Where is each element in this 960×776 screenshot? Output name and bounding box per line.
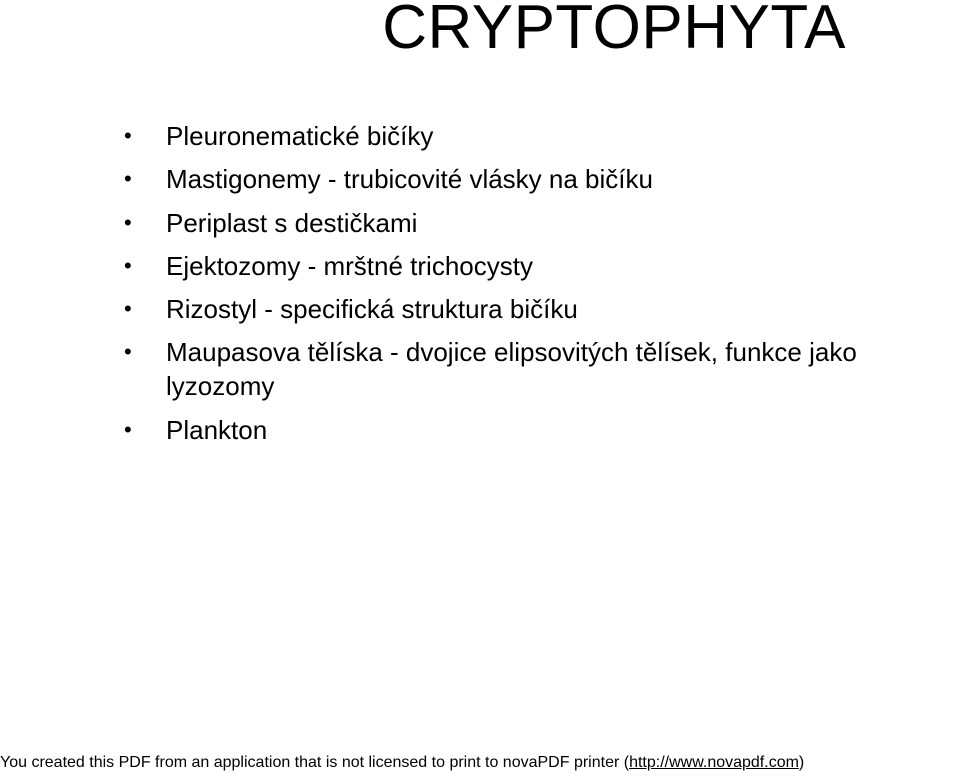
bullet-icon: •: [124, 123, 132, 148]
bullet-text: Mastigonemy - trubicovité vlásky na bičíku: [166, 164, 653, 195]
bullet-item-plankton: [124, 413, 960, 447]
bullet-icon: •: [124, 339, 132, 365]
bullet-item-rhizostyle: [124, 292, 960, 326]
bullet-icon: •: [124, 296, 132, 322]
bullet-item-mastigonemes: [124, 162, 960, 196]
bullet-text: Rizostyl - specifická struktura bičíku: [166, 294, 578, 325]
footer-close: ): [798, 754, 805, 771]
bullet-icon: •: [124, 166, 132, 192]
bullet-item-maupas-bodies: [124, 335, 960, 403]
bullet-icon: •: [124, 416, 132, 442]
bullet-icon: •: [124, 209, 132, 235]
bullet-text: Ejektozomy - mrštné trichocysty: [166, 250, 533, 281]
slide-title: CRYPTOPHYTA: [382, 0, 846, 62]
bullet-text: Periplast s destičkami: [166, 207, 418, 238]
bullet-text: Plankton: [166, 414, 268, 445]
bullet-item-flagella: [124, 119, 960, 153]
bullet-icon: •: [124, 252, 132, 278]
bullet-item-ejectosomes: [124, 249, 960, 283]
bullet-list: [124, 119, 960, 456]
footer-text: You created this PDF from an application that is not licensed to print to novaPDF printer (: [0, 754, 630, 771]
bullet-text: Maupasova tělíska - dvojice elipsovitých tělísek, funkce jako lyzozomy: [166, 337, 857, 402]
license-footer: [0, 754, 804, 772]
bullet-text: Pleuronematické bičíky: [166, 121, 434, 151]
bullet-item-periplast: [124, 206, 960, 240]
novapdf-link[interactable]: http://www.novapdf.com: [629, 754, 799, 771]
